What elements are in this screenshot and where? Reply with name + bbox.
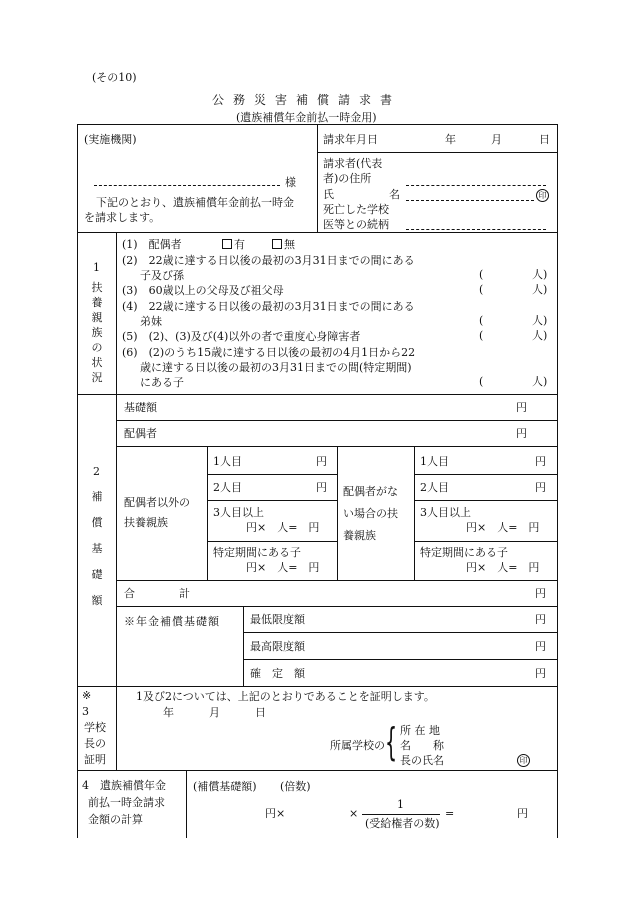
count-3-close: 人) (532, 283, 548, 296)
grid-h3a (207, 541, 337, 542)
no-spouse-1: 配偶者がな (343, 485, 398, 498)
item-6: (6) (2)のうち15歳に達する日以後の最初の4月1日から22 (122, 346, 416, 359)
honorific: 様 (285, 176, 296, 189)
claimant-name-field[interactable] (406, 200, 534, 201)
right-third-calc: 円× 人= 円 (466, 521, 540, 534)
grid-h2b (414, 500, 557, 501)
left-specified: 特定期間にある子 (213, 546, 301, 559)
section4-divider (186, 770, 187, 838)
header-divider (317, 124, 318, 232)
cert-year: 年 (163, 706, 174, 719)
claimant-seal (536, 189, 549, 202)
row-line-1 (116, 420, 557, 421)
calc-equals: = (445, 807, 455, 820)
school-name: 名 称 (400, 739, 444, 752)
section3-title-3: 証明 (84, 753, 106, 766)
header-date-line (317, 152, 557, 153)
row-line-4 (116, 606, 557, 607)
claimant-address-field[interactable] (406, 185, 546, 186)
school-address: 所 在 地 (400, 724, 440, 737)
max-label: 最高限度額 (250, 640, 305, 653)
checkbox-yes[interactable] (222, 239, 232, 249)
fixed-yen: 円 (535, 667, 546, 680)
left-third: 3人目以上 (213, 506, 264, 519)
grid-h1a (207, 474, 337, 475)
left-first-yen: 円 (316, 455, 327, 468)
left-third-calc: 円× 人= 円 (246, 521, 320, 534)
right-specified: 特定期間にある子 (420, 546, 508, 559)
calc-denominator: (受給権者の数) (365, 817, 440, 830)
grid-v3 (414, 446, 415, 580)
right-first: 1人目 (420, 455, 449, 468)
spouse-no[interactable]: 無 (272, 239, 295, 250)
item-5: (5) (2)、(3)及び(4)以外の者で重度心身障害者 (122, 330, 361, 343)
annual-base-label: ※年金補償基礎額 (124, 615, 220, 628)
right-second-yen: 円 (535, 481, 546, 494)
right-first-yen: 円 (535, 455, 546, 468)
claimant-label-2: 者)の住所 (323, 172, 372, 185)
relation-label-1: 死亡した学校 (323, 203, 389, 216)
brace: { (385, 720, 398, 764)
request-text-1: 下記のとおり、遺族補償年金前払一時金 (96, 196, 294, 209)
count-4-open: ( (479, 314, 484, 327)
right-second: 2人目 (420, 481, 449, 494)
date-month: 月 (491, 133, 502, 146)
form-number: (その10) (92, 71, 137, 84)
count-4-close: 人) (532, 314, 548, 327)
head-seal (517, 754, 530, 767)
section2-bottom (77, 686, 557, 687)
fixed-label: 確 定 額 (250, 667, 305, 680)
grid-h2a (207, 500, 337, 501)
calc-yen-times: 円× (265, 807, 286, 820)
section1-bottom (77, 394, 557, 395)
base-yen: 円 (516, 401, 527, 414)
item-6-cont-1: 歳に達する日以後の最初の3月31日までの間(特定期間) (140, 361, 412, 374)
section2-number: 2 (93, 465, 100, 478)
grid-h3b (414, 541, 557, 542)
left-second-yen: 円 (316, 481, 327, 494)
section3-title-1: 学校 (84, 721, 106, 734)
spouse-yes[interactable]: 有 (222, 239, 245, 250)
count-6-open: ( (479, 375, 484, 388)
spouse-label: 配偶者 (124, 427, 157, 440)
request-date-label: 請求年月日 (323, 133, 378, 146)
left-second: 2人目 (213, 481, 242, 494)
row-line-6 (243, 659, 557, 660)
relation-label-2: 医等との続柄 (323, 218, 389, 231)
no-spouse-3: 養親族 (343, 529, 376, 542)
item-6-cont-2: にある子 (140, 376, 184, 389)
right-specified-calc: 円× 人= 円 (466, 561, 540, 574)
relation-field[interactable] (406, 229, 546, 230)
cert-text: 1及び2については、上記のとおりであることを証明します。 (136, 690, 435, 703)
fraction-bar (362, 814, 440, 815)
item-3: (3) 60歳以上の父母及び祖父母 (122, 284, 284, 297)
cert-day: 日 (255, 706, 266, 719)
grid-v2 (337, 446, 338, 580)
seal-icon: 印 (536, 189, 549, 202)
min-label: 最低限度額 (250, 613, 305, 626)
request-text-2: を請求します。 (84, 211, 161, 224)
annual-divider (243, 606, 244, 686)
item-2: (2) 22歳に達する日以後の最初の3月31日までの間にある (122, 254, 415, 267)
grid-v1 (207, 446, 208, 580)
item-4-cont: 弟妹 (140, 315, 162, 328)
section3-number: 3 (82, 705, 89, 718)
section1-divider (116, 232, 117, 394)
section3-bottom (77, 770, 557, 771)
item-4: (4) 22歳に達する日以後の最初の3月31日までの間にある (122, 300, 415, 313)
count-5-close: 人) (532, 329, 548, 342)
section4-label-3: 金額の計算 (88, 813, 143, 826)
section3-mark: ※ (82, 689, 92, 702)
count-6-close: 人) (532, 375, 548, 388)
row-line-3 (116, 580, 557, 581)
spouse-yen: 円 (516, 427, 527, 440)
total-label: 合 計 (124, 587, 190, 600)
form-title: 公務災害補償請求書 (212, 93, 402, 107)
count-2-close: 人) (532, 268, 548, 281)
count-3-open: ( (479, 283, 484, 296)
other-dependents-1: 配偶者以外の (124, 496, 190, 509)
no-spouse-2: い場合の扶 (343, 507, 398, 520)
right-third: 3人目以上 (420, 506, 471, 519)
header-bottom (77, 232, 557, 233)
calc-result-yen: 円 (517, 807, 528, 820)
school-head: 長の氏名 (400, 754, 444, 767)
section3-divider (116, 686, 117, 770)
calc-times: × (349, 807, 359, 820)
count-2-open: ( (479, 268, 484, 281)
section2-title: 補償基礎額 (91, 490, 103, 607)
seal-icon: 印 (517, 754, 530, 767)
max-yen: 円 (535, 640, 546, 653)
section1-number: 1 (93, 261, 100, 274)
left-specified-calc: 円× 人= 円 (246, 561, 320, 574)
section1-title: 扶養親族の状況 (91, 281, 103, 384)
checkbox-no[interactable] (272, 239, 282, 249)
section4-label-1: 4 遺族補償年金 (82, 779, 166, 792)
name-label-2: 名 (389, 188, 400, 201)
calc-mult-label: (倍数) (280, 780, 311, 793)
name-label-1: 氏 (323, 188, 334, 201)
grid-h1b (414, 474, 557, 475)
calc-numerator: 1 (397, 798, 404, 811)
other-dependents-2: 扶養親族 (124, 516, 168, 529)
left-first: 1人目 (213, 455, 242, 468)
cert-month: 月 (209, 706, 220, 719)
section2-divider (116, 394, 117, 686)
section4-label-2: 前払一時金請求 (88, 796, 165, 809)
item-1: (1) 配偶者 (122, 238, 182, 251)
date-day: 日 (539, 133, 550, 146)
agency-name-field[interactable] (94, 185, 280, 186)
min-yen: 円 (535, 613, 546, 626)
item-2-cont: 子及び孫 (140, 269, 184, 282)
row-line-5 (243, 632, 557, 633)
date-year: 年 (445, 133, 456, 146)
claimant-label-1: 請求者(代表 (323, 157, 383, 170)
school-label: 所属学校の (330, 739, 385, 752)
frame-right (557, 124, 558, 838)
base-label: 基礎額 (124, 401, 157, 414)
calc-base-label: (補償基礎額) (193, 780, 257, 793)
section3-title-2: 長の (84, 737, 106, 750)
total-yen: 円 (535, 587, 546, 600)
count-5-open: ( (479, 329, 484, 342)
form-subtitle: (遺族補償年金前払一時金用) (236, 111, 377, 124)
agency-label: (実施機関) (84, 133, 137, 146)
